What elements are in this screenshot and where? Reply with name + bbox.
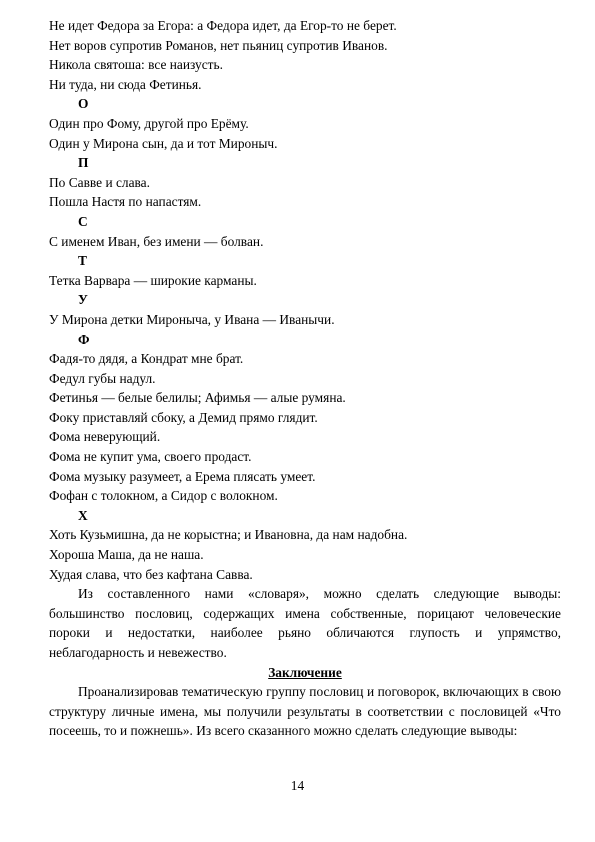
body-paragraph: Из составленного нами «словаря», можно сделать следующие выводы: большинство пословиц, содержащих имена собственные, порицают человеческие пороки и недостатки, наиболее рьяно обличаются глупость и упрямство, неблагодарность и невежество. — [49, 586, 561, 660]
alphabet-letter-heading: Х — [78, 507, 88, 523]
proverb-line: Хоть Кузьмишна, да не корыстна; и Ивановна, да нам надобна. — [49, 527, 408, 543]
proverb-line: Тетка Варвара — широкие карманы. — [49, 272, 257, 288]
proverb-line: Ни туда, ни сюда Фетинья. — [49, 76, 202, 92]
proverb-line: По Савве и слава. — [49, 174, 150, 190]
proverb-line: Фома не купит ума, своего продаст. — [49, 449, 252, 465]
proverb-line: Не идет Федора за Егора: а Федора идет, да Егор-то не берет. — [49, 18, 397, 33]
proverb-line: Никола святоша: все наизусть. — [49, 57, 223, 73]
page-number: 14 — [290, 778, 305, 793]
section-heading: Заключение — [268, 664, 342, 680]
proverb-line: Фетинья — белые белилы; Афимья — алые румяна. — [49, 390, 346, 406]
alphabet-letter-heading: Ф — [78, 331, 90, 347]
proverb-line: Фофан с толокном, а Сидор с волокном. — [49, 488, 278, 504]
alphabet-letter-heading: У — [78, 292, 88, 308]
proverb-line: Федул губы надул. — [49, 370, 156, 386]
proverb-line: Фадя-то дядя, а Кондрат мне брат. — [49, 351, 244, 367]
proverb-line: Фома музыку разумеет, а Ерема плясать умеет. — [49, 468, 316, 484]
proverb-line: Нет воров супротив Романов, нет пьяниц супротив Иванов. — [49, 37, 388, 53]
proverb-line: Хороша Маша, да не наша. — [49, 547, 204, 563]
page-content — [49, 16, 561, 741]
proverb-line: У Мирона детки Мироныча, у Ивана — Иванычи. — [49, 311, 335, 327]
proverb-line: Худая слава, что без кафтана Савва. — [49, 566, 253, 582]
proverb-line: С именем Иван, без имени — болван. — [49, 233, 264, 249]
proverb-line: Пошла Настя по напастям. — [49, 194, 202, 210]
proverb-line: Фоку приставляй сбоку, а Демид прямо глядит. — [49, 409, 318, 425]
alphabet-letter-heading: О — [78, 96, 89, 112]
proverb-line: Один у Мирона сын, да и тот Мироныч. — [49, 135, 278, 151]
body-paragraph: Проанализировав тематическую группу пословиц и поговорок, включающих в свою структуру личные имена, мы получили результаты в соответствии с пословицей «Что посеешь, то и пожнешь». Из всего сказанного можно сделать следующие выводы: — [49, 684, 561, 739]
proverb-line: Фома неверующий. — [49, 429, 161, 445]
alphabet-letter-heading: Т — [78, 253, 87, 269]
proverb-line: Один про Фому, другой про Ерёму. — [49, 115, 249, 131]
alphabet-letter-heading: П — [78, 155, 89, 171]
alphabet-letter-heading: С — [78, 213, 88, 229]
